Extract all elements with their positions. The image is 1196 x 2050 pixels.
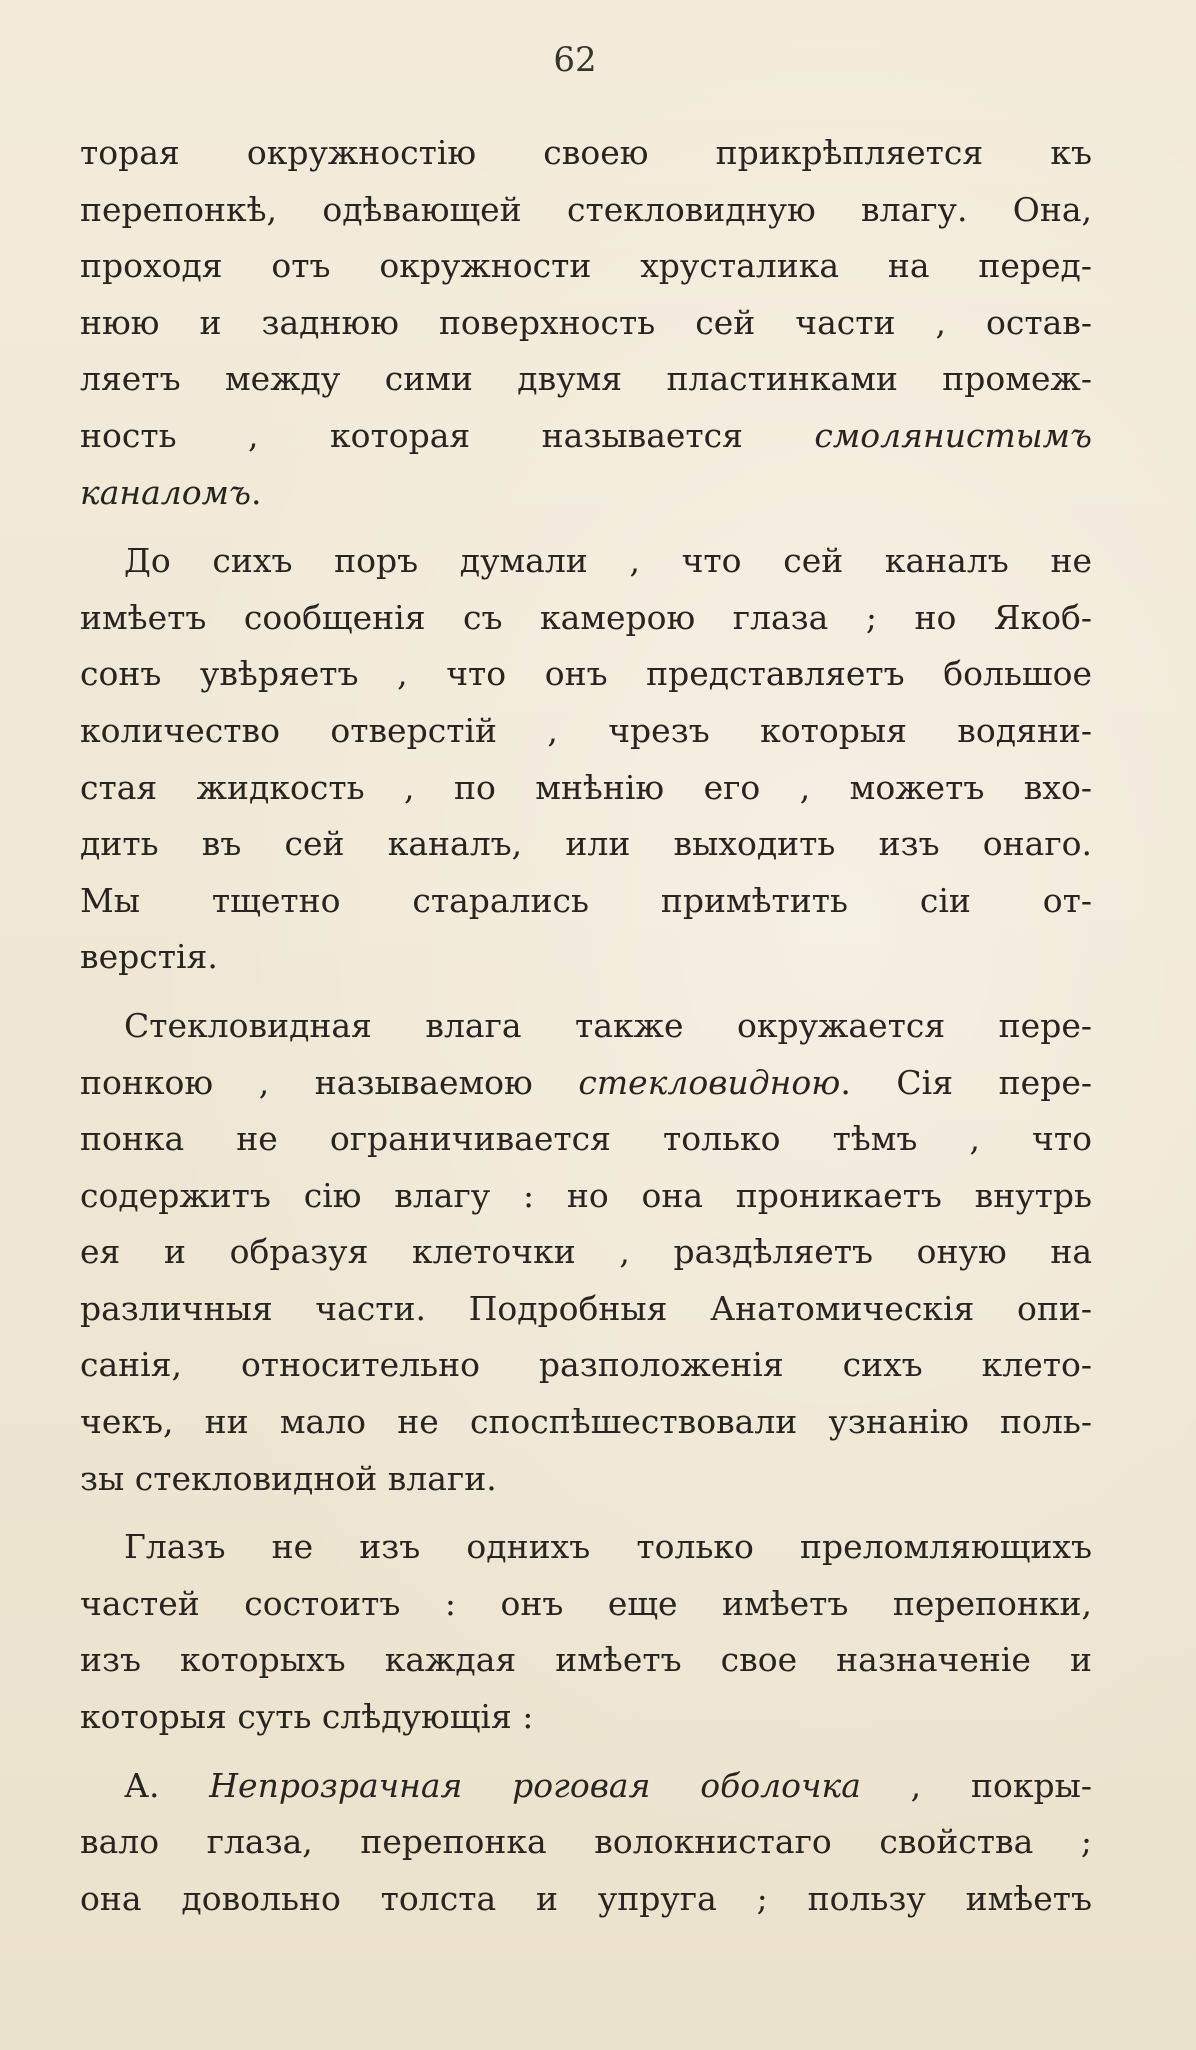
- text-line: проходя отъ окружности хрусталика на перед-: [80, 246, 1092, 286]
- text-line: понкою , называемою стекловидною. Сія пере-: [80, 1062, 1092, 1102]
- text-line: стая жидкость , по мнѣнію его , можетъ вхо-: [80, 767, 1092, 807]
- italic-term: каналомъ: [80, 472, 252, 512]
- text-line: содержитъ сію влагу : но она проникаетъ внутрь: [80, 1175, 1092, 1215]
- text-line: Мы тщетно старались примѣтить сіи от-: [80, 880, 1092, 920]
- text-line: зы стекловидной влаги.: [80, 1458, 497, 1498]
- text-line: Стекловидная влага также окружается пере-: [124, 1005, 1092, 1045]
- paragraph-4: [80, 1519, 1092, 1745]
- text-line: количество отверстій , чрезъ которыя водяни-: [80, 710, 1092, 750]
- text-line: имѣетъ сообщенія съ камерою глаза ; но Якоб-: [80, 597, 1092, 637]
- italic-term: смолянистымъ: [814, 415, 1092, 455]
- text-line: чекъ, ни мало не споспѣшествовали узнанію поль-: [80, 1402, 1092, 1442]
- italic-term: стекловидною: [578, 1062, 841, 1102]
- paragraph-2: [80, 533, 1092, 986]
- text-line: изъ которыхъ каждая имѣетъ свое назначеніе и: [80, 1640, 1092, 1680]
- italic-term: Непрозрачная роговая оболочка: [209, 1765, 861, 1805]
- text-line: А. Непрозрачная роговая оболочка , покры-: [124, 1765, 1092, 1805]
- text-line: верстія.: [80, 937, 218, 977]
- body-text: [80, 125, 1092, 1927]
- page-number: 62: [553, 40, 597, 80]
- text-line: ляетъ между сими двумя пластинками промеж-: [80, 359, 1092, 399]
- text-line: вало глаза, перепонка волокнистаго свойства ;: [80, 1822, 1092, 1862]
- text-line: которыя суть слѣдующія :: [80, 1697, 534, 1737]
- text-line: она довольно толста и упруга ; пользу имѣетъ: [80, 1878, 1092, 1918]
- text-line: торая окружностію своею прикрѣпляется къ: [80, 133, 1092, 172]
- text-line: ность , которая называется смолянистымъ: [80, 415, 1092, 455]
- text-line: нюю и заднюю поверхность сей части , остав-: [80, 302, 1092, 342]
- text-line: каналомъ.: [80, 472, 262, 512]
- text-line: частей состоитъ : онъ еще имѣетъ перепонки,: [80, 1583, 1092, 1623]
- paragraph-3: [80, 998, 1092, 1507]
- text-line: До сихъ поръ думали , что сей каналъ не: [124, 541, 1092, 581]
- paragraph-1: [80, 125, 1092, 521]
- text-line: Глазъ не изъ однихъ только преломляющихъ: [124, 1527, 1092, 1567]
- text-line: санія, относительно разположенія сихъ клето-: [80, 1345, 1092, 1385]
- text-line: различныя части. Подробныя Анатомическія опи-: [80, 1288, 1092, 1328]
- text-line: дить въ сей каналъ, или выходить изъ онаго.: [80, 824, 1092, 864]
- text-line: сонъ увѣряетъ , что онъ представляетъ большое: [80, 654, 1092, 694]
- paragraph-5: [80, 1758, 1092, 1928]
- text-line: ея и образуя клеточки , раздѣляетъ оную на: [80, 1232, 1092, 1272]
- text-line: перепонкѣ, одѣвающей стекловидную влагу. Она,: [80, 189, 1092, 229]
- text-line: понка не ограничивается только тѣмъ , что: [80, 1119, 1092, 1159]
